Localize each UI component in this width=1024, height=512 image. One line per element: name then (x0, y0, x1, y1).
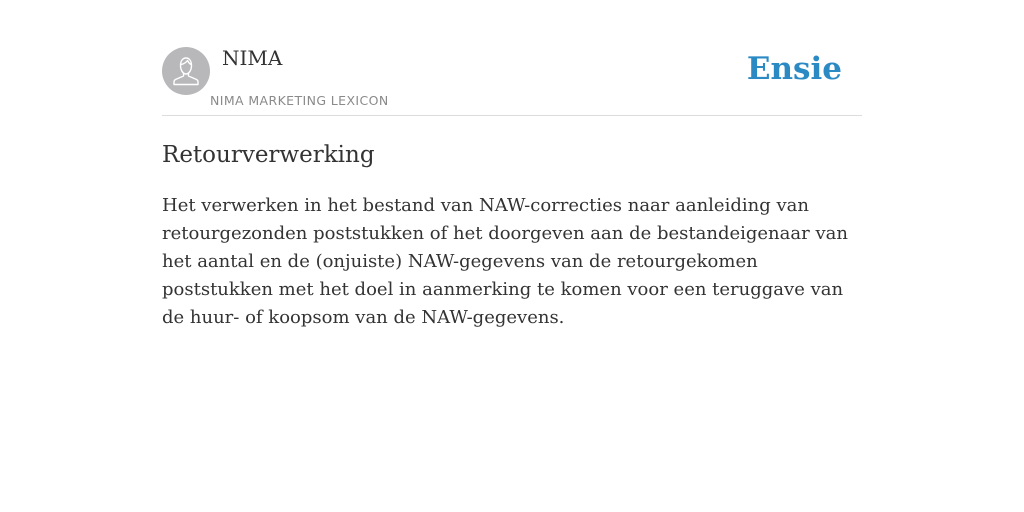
page-title: Retourverwerking (162, 142, 375, 168)
author-name[interactable]: NIMA (222, 46, 283, 70)
user-silhouette-icon (162, 47, 210, 95)
lexicon-name[interactable]: NIMA MARKETING LEXICON (210, 93, 389, 108)
brand-logo[interactable]: Ensie (746, 51, 842, 87)
avatar[interactable] (162, 47, 210, 95)
definition-text: Het verwerken in het bestand van NAW-correcties naar aanleiding van retourgezonden poststukken of het doorgeven aan de bestandeigenaar van het aantal en de (onjuiste) NAW-gegevens van de retourgekomen poststukken met het doel in aanmerking te komen voor een teruggave van de huur- of koopsom van de NAW-gegevens. (162, 195, 848, 328)
entry-card (162, 0, 862, 332)
entry-header (162, 0, 862, 116)
